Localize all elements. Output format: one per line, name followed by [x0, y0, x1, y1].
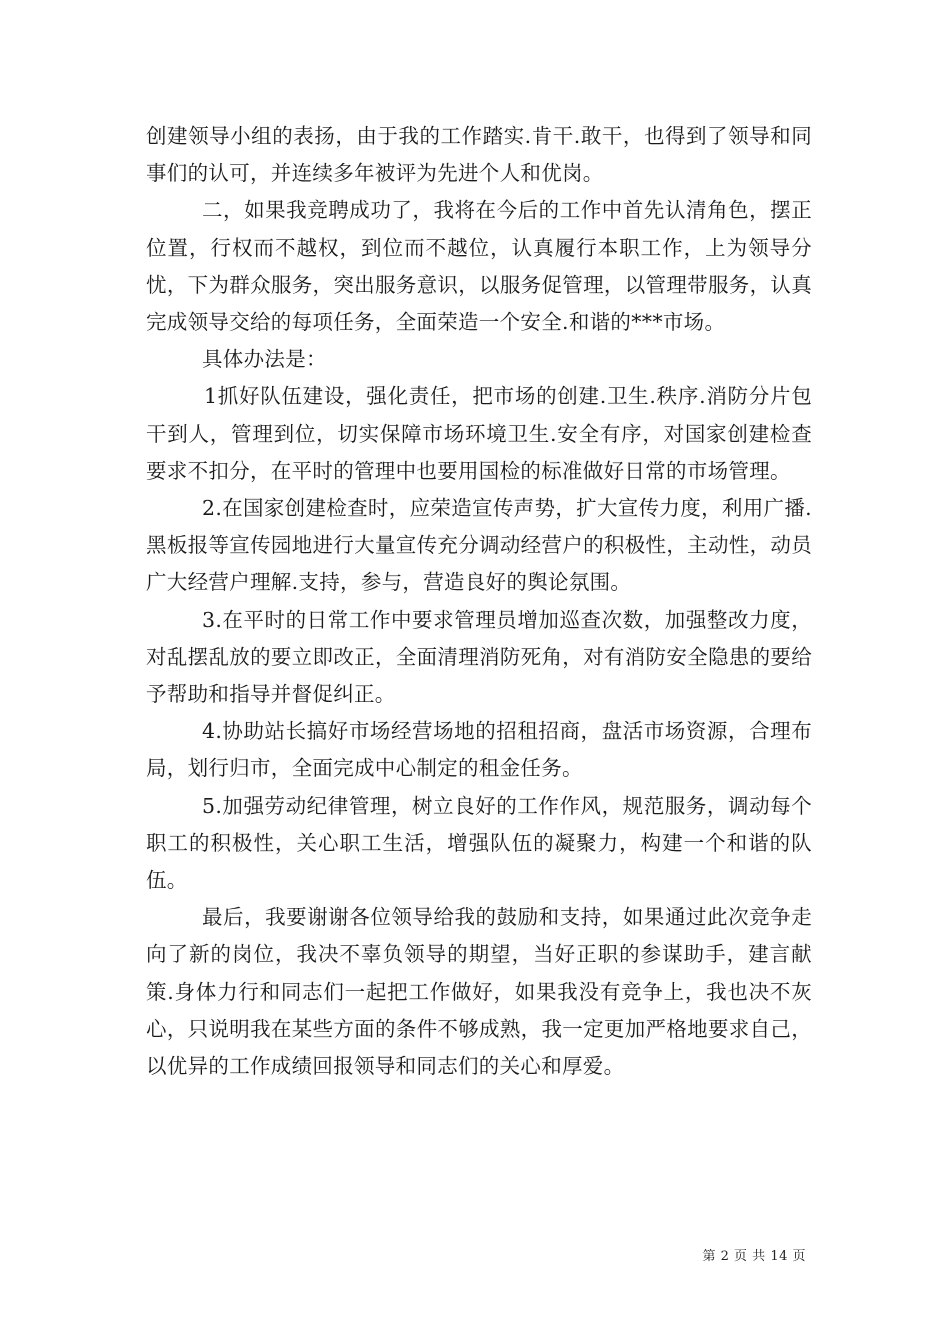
paragraph-section-two: 二，如果我竞聘成功了，我将在今后的工作中首先认清角色，摆正位置，行权而不越权，到位而不越位，认真履行本职工作，上为领导分忧，下为群众服务，突出服务意识，以服务促管理，以管理带服务，认真完成领导交给的每项任务，全面荣造一个安全.和谐的***市场。	[146, 198, 812, 335]
paragraph-continuation: 创建领导小组的表扬，由于我的工作踏实.肯干.敢干，也得到了领导和同事们的认可，并连续多年被评为先进个人和优岗。	[146, 124, 812, 186]
list-item-3: 3.在平时的日常工作中要求管理员增加巡查次数，加强整改力度，对乱摆乱放的要立即改正，全面清理消防死角，对有消防安全隐患的要给予帮助和指导并督促纠正。	[146, 607, 812, 707]
list-item-2: 2.在国家创建检查时，应荣造宣传声势，扩大宣传力度，利用广播.黑板报等宣传园地进行大量宣传充分调动经营户的积极性，主动性，动员广大经营户理解.支持，参与，营造良好的舆论氛围。	[146, 496, 812, 595]
list-item-1: 1抓好队伍建设，强化责任，把市场的创建.卫生.秩序.消防分片包干到人，管理到位，切实保障市场环境卫生.安全有序，对国家创建检查要求不扣分，在平时的管理中也要用国检的标准做好日常的市场管理。	[146, 384, 812, 483]
paragraph-closing: 最后，我要谢谢各位领导给我的鼓励和支持，如果通过此次竞争走向了新的岗位，我决不辜负领导的期望，当好正职的参谋助手，建言献策.身体力行和同志们一起把工作做好，如果我没有竞争上，我也决不灰心，只说明我在某些方面的条件不够成熟，我一定更加严格地要求自己，以优异的工作成绩回报领导和同志们的关心和厚爱。	[146, 905, 812, 1079]
page-number-footer: 第 2 页 共 14 页	[702, 1249, 806, 1264]
list-item-5: 5.加强劳动纪律管理，树立良好的工作作风，规范服务，调动每个职工的积极性，关心职工生活，增强队伍的凝聚力，构建一个和谐的队伍。	[146, 793, 812, 893]
paragraph-methods-heading: 具体办法是：	[202, 347, 327, 372]
list-item-4: 4.协助站长搞好市场经营场地的招租招商，盘活市场资源，合理布局，划行归市，全面完成中心制定的租金任务。	[146, 719, 812, 781]
document-body	[146, 118, 812, 1085]
